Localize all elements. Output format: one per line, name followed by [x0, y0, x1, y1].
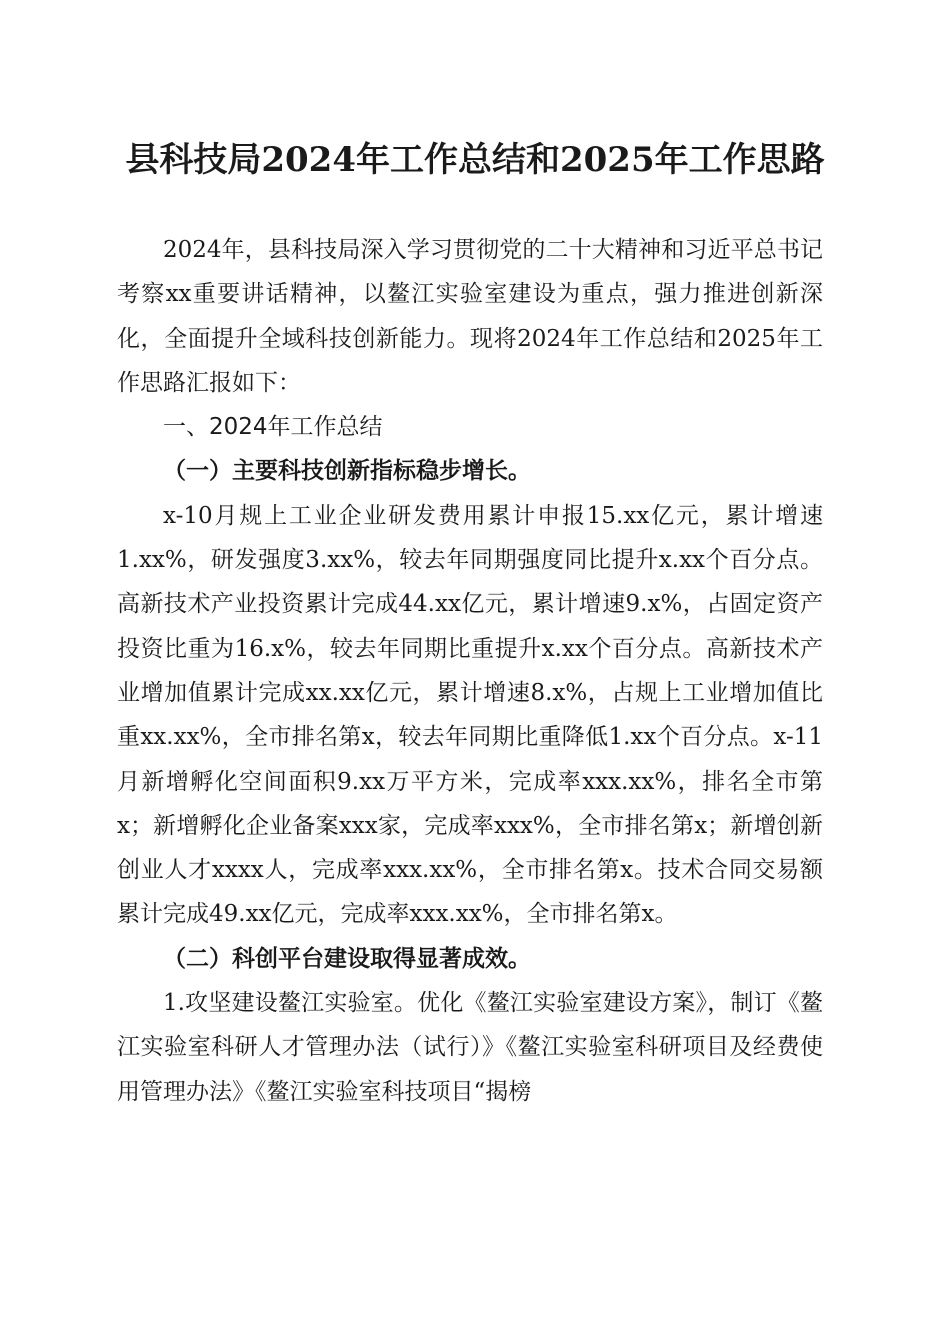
subsection-heading: （一）主要科技创新指标稳步增长。 — [163, 457, 531, 485]
section-heading: 一、2024年工作总结 — [163, 414, 383, 441]
indicators-paragraph: x-10月规上工业企业研发费用累计申报15.xx亿元，累计增速1.xx%，研发强度3.xx%，较去年同期强度同比提升x.xx个百分点。高新技术产业投资累计完成44.xx亿元，累计增速9.x%，占固定资产投资比重为16.x%，较去年同期比重提升x.xx个百分点。高新技术产业增加值累计完成xx.xx亿元，累计增速8.x%，占规上工业增加值比重xx.xx%，全市排名第x，较去年同期比重降低1.xx个百分点。x-11月新增孵化空间面积9.xx万平方米，完成率xxx.xx%，排名全市第x；新增孵化企业备案xxx家，完成率xxx%，全市排名第x；新增创新创业人才xxxx人，完成率xxx.xx%，全市排名第x。技术合同交易额累计完成49.xx亿元，完成率xxx.xx%，全市排名第x。 — [117, 502, 823, 928]
platform-paragraph: 1.攻坚建设鳌江实验室。优化《鳌江实验室建设方案》，制订《鳌江实验室科研人才管理办法（试行）》《鳌江实验室科研项目及经费使用管理办法》《鳌江实验室科技项目“揭榜 — [117, 990, 823, 1105]
document-body — [117, 228, 823, 1114]
subsection-heading: （二）科创平台建设取得显著成效。 — [163, 944, 531, 972]
document-title: 县科技局2024年工作总结和2025年工作思路 — [125, 140, 825, 180]
intro-paragraph: 2024年，县科技局深入学习贯彻党的二十大精神和习近平总书记考察xx重要讲话精神，以鳌江实验室建设为重点，强力推进创新深化，全面提升全域科技创新能力。现将2024年工作总结和2025年工作思路汇报如下： — [117, 237, 823, 396]
